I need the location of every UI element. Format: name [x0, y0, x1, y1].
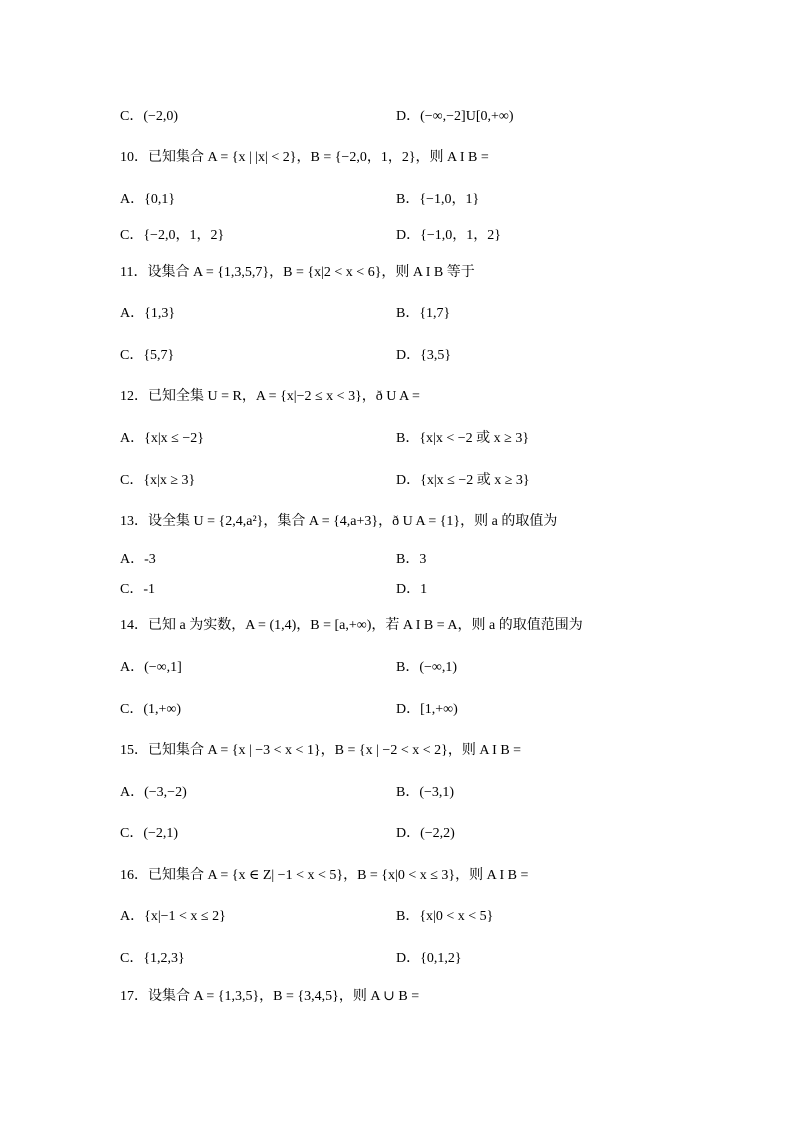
question-12: 12．已知全集 U = R，A = {x|−2 ≤ x < 3}，ð U A =: [120, 389, 420, 404]
q16-option-d: D．{0,1,2}: [396, 951, 462, 966]
question-17: 17．设集合 A = {1,3,5}，B = {3,4,5}，则 A ∪ B =: [120, 989, 420, 1004]
question-16: 16．已知集合 A = {x ∈ Z| −1 < x < 5}，B = {x|0 < x ≤ 3}，则 A I B =: [120, 868, 529, 883]
q15-option-a: A．(−3,−2): [120, 785, 187, 800]
option-d-prev: D．(−∞,−2]U[0,+∞): [396, 109, 514, 124]
q14-option-a: A．(−∞,1]: [120, 660, 182, 675]
question-14: 14．已知 a 为实数，A = (1,4)，B = [a,+∞)，若 A I B = A，则 a 的取值范围为: [120, 618, 583, 633]
q13-option-c: C．-1: [120, 582, 155, 597]
q13-option-a: A．-3: [120, 552, 156, 567]
q12-option-a: A．{x|x ≤ −2}: [120, 431, 204, 446]
q16-option-b: B．{x|0 < x < 5}: [396, 909, 494, 924]
q11-option-b: B．{1,7}: [396, 306, 451, 321]
q15-option-b: B．(−3,1): [396, 785, 455, 800]
q11-option-a: A．{1,3}: [120, 306, 176, 321]
q15-option-c: C．(−2,1): [120, 826, 179, 841]
q14-option-d: D．[1,+∞): [396, 702, 458, 717]
option-c-prev: C．(−2,0): [120, 109, 179, 124]
q12-option-d: D．{x|x ≤ −2 或 x ≥ 3}: [396, 473, 530, 488]
q10-option-b: B．{−1,0，1}: [396, 192, 480, 207]
q15-option-d: D．(−2,2): [396, 826, 455, 841]
q12-option-b: B．{x|x < −2 或 x ≥ 3}: [396, 431, 530, 446]
question-15: 15．已知集合 A = {x | −3 < x < 1}，B = {x | −2 < x < 2}，则 A I B =: [120, 743, 522, 758]
q11-option-c: C．{5,7}: [120, 348, 175, 363]
q10-option-d: D．{−1,0，1，2}: [396, 228, 501, 243]
q10-option-a: A．{0,1}: [120, 192, 176, 207]
question-13: 13．设全集 U = {2,4,a²}，集合 A = {4,a+3}，ð U A = {1}，则 a 的取值为: [120, 514, 558, 529]
q10-option-c: C．{−2,0，1，2}: [120, 228, 225, 243]
question-11: 11．设集合 A = {1,3,5,7}，B = {x|2 < x < 6}，则 A I B 等于: [120, 265, 475, 280]
q16-option-c: C．{1,2,3}: [120, 951, 185, 966]
q13-option-d: D．1: [396, 582, 428, 597]
q16-option-a: A．{x|−1 < x ≤ 2}: [120, 909, 226, 924]
q13-option-b: B．3: [396, 552, 427, 567]
question-10: 10．已知集合 A = {x | |x| < 2}，B = {−2,0，1，2}，则 A I B =: [120, 150, 489, 165]
q14-option-c: C．(1,+∞): [120, 702, 182, 717]
q11-option-d: D．{3,5}: [396, 348, 452, 363]
q14-option-b: B．(−∞,1): [396, 660, 458, 675]
q12-option-c: C．{x|x ≥ 3}: [120, 473, 196, 488]
